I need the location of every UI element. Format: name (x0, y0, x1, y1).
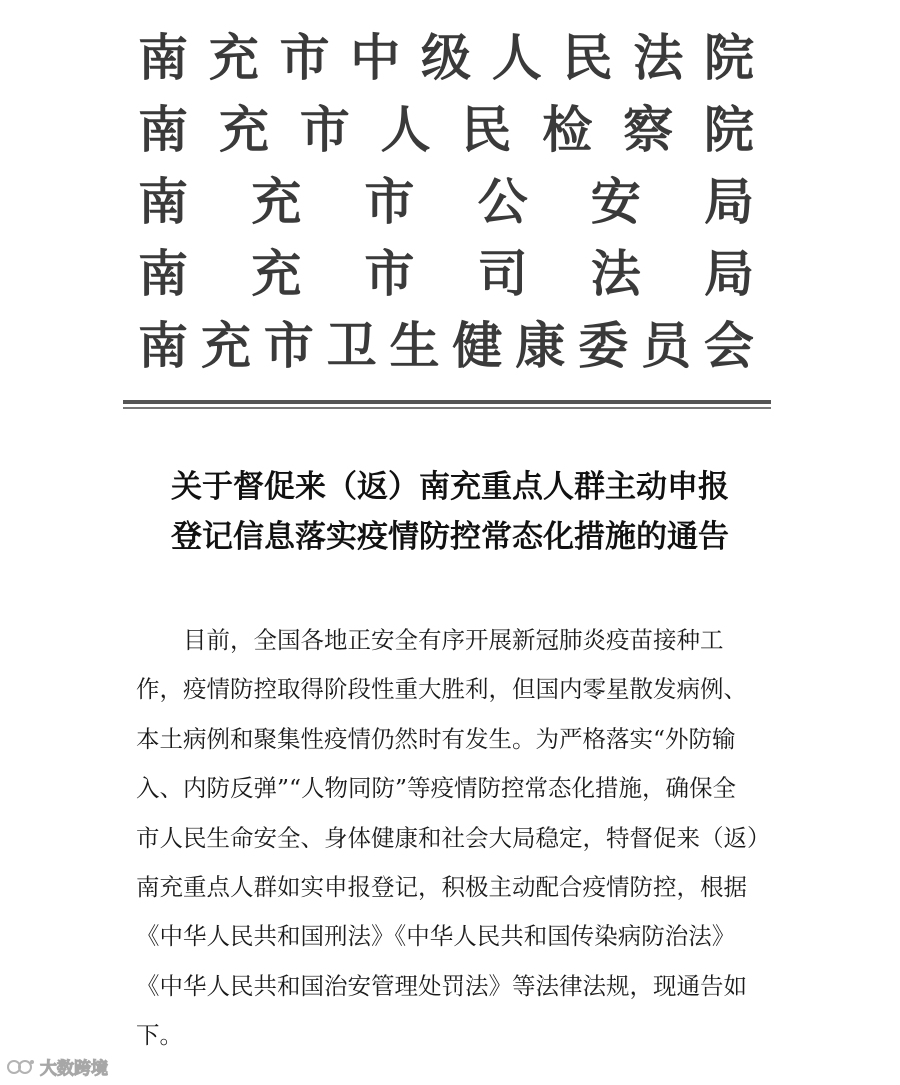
agency-char: 卫 (326, 317, 377, 375)
issuing-agencies (136, 22, 756, 382)
agency-char: 生 (389, 317, 440, 375)
agency-procuratorate (136, 94, 756, 166)
body-line: 《中华人民共和国刑法》《中华人民共和国传染病防治法》 (136, 922, 736, 951)
agency-char: 会 (703, 317, 754, 375)
agency-char: 民 (461, 101, 512, 159)
agency-char: 充 (208, 29, 259, 87)
body-line: 入、内防反弹”“人物同防”等疫情防控常态化措施，确保全 (136, 774, 737, 803)
header-divider-thin (123, 407, 771, 409)
agency-char: 司 (477, 245, 528, 303)
agency-char: 南 (138, 317, 188, 375)
body-line: 本土病例和聚集性疫情仍然时有发生。为严格落实“外防输 (136, 724, 736, 753)
agency-char: 安 (590, 173, 641, 231)
body-line: 市人民生命安全、身体健康和社会大局稳定，特督促来（返） (136, 823, 771, 852)
body-line: 下。 (136, 1021, 183, 1050)
brand-logo-icon (6, 1056, 36, 1078)
agency-char: 南 (138, 245, 188, 303)
agency-public-security (136, 166, 756, 238)
body-line: 目前，全国各地正安全有序开展新冠肺炎疫苗接种工 (136, 626, 724, 654)
agency-health-commission (136, 310, 756, 382)
agency-char: 中 (350, 29, 401, 87)
agency-char: 市 (364, 173, 415, 231)
notice-body (136, 616, 776, 1061)
agency-char: 法 (590, 245, 641, 303)
agency-char: 南 (138, 101, 188, 159)
agency-char: 公 (477, 173, 528, 231)
agency-char: 市 (299, 101, 350, 159)
agency-char: 健 (452, 317, 503, 375)
body-line: 南充重点人群如实申报登记，积极主动配合疫情防控，根据 (136, 872, 747, 901)
agency-char: 级 (421, 29, 471, 87)
agency-char: 市 (279, 29, 330, 87)
agency-char: 充 (200, 317, 251, 375)
agency-char: 员 (641, 317, 691, 375)
agency-char: 局 (703, 173, 754, 231)
agency-court (136, 22, 756, 94)
body-line: 《中华人民共和国治安管理处罚法》等法律法规，现通告如 (136, 971, 747, 1000)
agency-char: 院 (703, 101, 754, 159)
watermark (6, 1054, 108, 1079)
agency-char: 人 (380, 101, 431, 159)
body-line: 作，疫情防控取得阶段性重大胜利，但国内零星散发病例、 (136, 675, 747, 704)
agency-char: 康 (515, 317, 566, 375)
agency-char: 民 (562, 29, 613, 87)
agency-justice-bureau (136, 238, 756, 310)
agency-char: 院 (704, 29, 754, 87)
agency-char: 充 (218, 101, 269, 159)
agency-char: 充 (251, 173, 302, 231)
agency-char: 人 (491, 29, 542, 87)
notice-title (120, 462, 780, 562)
agency-char: 委 (578, 317, 629, 375)
agency-char: 市 (263, 317, 314, 375)
title-line-1: 关于督促来（返）南充重点人群主动申报 (171, 469, 729, 505)
agency-char: 察 (623, 101, 674, 159)
header-divider-thick (123, 400, 771, 404)
agency-char: 南 (138, 29, 188, 87)
watermark-text: 大数跨境 (40, 1059, 108, 1079)
agency-char: 局 (703, 245, 754, 303)
agency-char: 市 (364, 245, 415, 303)
agency-char: 南 (138, 173, 188, 231)
agency-char: 检 (542, 101, 593, 159)
agency-char: 法 (633, 29, 684, 87)
title-line-2: 登记信息落实疫情防控常态化措施的通告 (171, 519, 729, 555)
agency-char: 充 (251, 245, 302, 303)
